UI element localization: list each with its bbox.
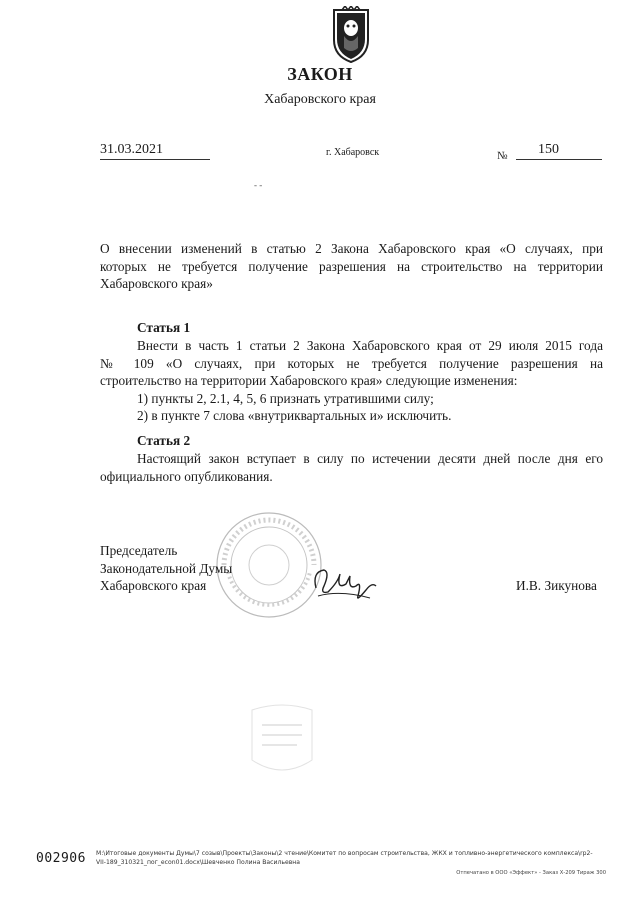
document-city: г. Хабаровск — [326, 147, 380, 158]
number-underline — [516, 159, 602, 160]
signatory-name: И.В. Зикунова — [516, 578, 597, 593]
article-1-line: № 109 «О случаях, при которых не требуется получение разрешения на — [100, 355, 603, 371]
coat-of-arms-emblem — [330, 6, 372, 64]
law-title-line: Хабаровского края» — [100, 276, 213, 291]
signatory-line: Хабаровского края — [100, 578, 207, 593]
faint-stamp-imprint — [232, 700, 332, 810]
article-1-item: 1) пункты 2, 2.1, 4, 5, 6 признать утратившими силу; — [137, 390, 434, 406]
law-title-line: О внесении изменений в статью 2 Закона Хабаровского края «О случаях, при — [100, 241, 603, 256]
article-2-body — [100, 450, 603, 485]
article-1-heading: Статья 1 — [137, 320, 191, 335]
signatory-line: Председатель — [100, 543, 178, 558]
handwritten-signature — [310, 560, 380, 606]
file-path-footer — [96, 850, 606, 867]
article-2-heading: Статья 2 — [137, 433, 191, 448]
article-2-line: официального опубликования. — [100, 468, 273, 484]
stray-mark: - - — [254, 180, 263, 190]
article-1-body — [100, 337, 603, 425]
registration-number: 002906 — [36, 851, 86, 866]
number-sign: № — [497, 150, 508, 162]
article-2-line: Настоящий закон вступает в силу по истечении десяти дней после дня его — [137, 451, 603, 466]
file-path-line: VII-189_310321_пог_econ01.docx\Шевченко Полина Васильевна — [96, 858, 301, 866]
document-number: 150 — [538, 142, 559, 157]
signatory-position — [100, 542, 232, 595]
document-region: Хабаровского края — [264, 92, 376, 107]
article-1-item: 2) в пункте 7 слова «внутриквартальных и» исключить. — [137, 408, 452, 423]
document-type-title: ЗАКОН — [287, 64, 353, 84]
date-underline — [100, 159, 210, 160]
law-title — [100, 240, 603, 293]
article-1-line: строительство на территории Хабаровского края» следующие изменения: — [100, 373, 518, 388]
law-title-line: которых не требуется получение разрешения на строительство на территории — [100, 258, 603, 274]
signatory-line: Законодательной Думы — [100, 560, 233, 576]
document-date: 31.03.2021 — [100, 142, 163, 157]
file-path-line: M:\Итоговые документы Думы\7 созыв\Проекты\Законы\2 чтение\Комитет по вопросам строительства, ЖКХ и топливно-энергетического комплекса\rp2- — [96, 850, 593, 857]
print-info: Отпечатано в ООО «Эффект» - Заказ Х-209 Тираж 300 — [456, 870, 606, 876]
article-1-line: Внести в часть 1 статьи 2 Закона Хабаровского края от 29 июля 2015 года — [137, 338, 603, 353]
